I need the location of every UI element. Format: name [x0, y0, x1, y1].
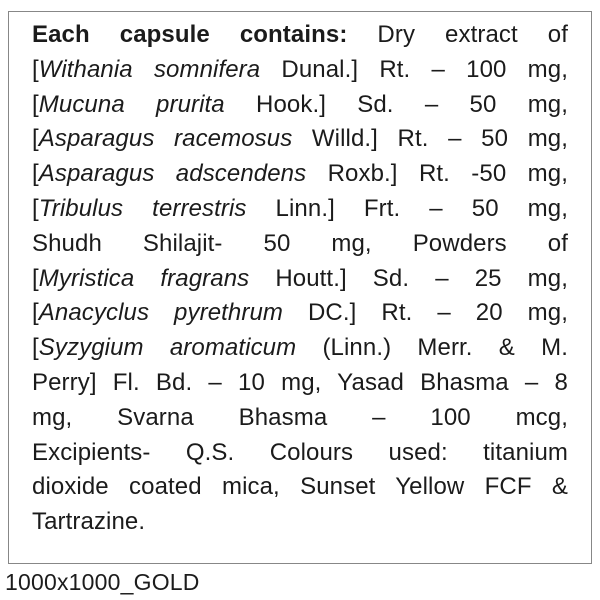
label-line-15: [32, 505, 568, 540]
text-segment: Hook.] Sd. – 50 mg,: [224, 90, 569, 118]
text-segment: Excipients- Q.S. Colours used: titanium: [32, 438, 568, 466]
text-segment: mg, Svarna Bhasma – 100 mcg,: [32, 403, 568, 431]
text-segment: [: [32, 194, 39, 222]
text-segment: Shudh Shilajit- 50 mg, Powders of: [32, 229, 568, 257]
botanical-name: Asparagus racemosus: [38, 125, 293, 153]
label-line-11: [32, 366, 568, 401]
botanical-name: Syzygium aromaticum: [38, 334, 297, 362]
botanical-name: Mucuna prurita: [38, 90, 225, 118]
text-segment: Linn.] Frt. – 50 mg,: [246, 194, 568, 222]
text-segment: dioxide coated mica, Sunset Yellow FCF &: [32, 473, 568, 501]
botanical-name: Asparagus adscendens: [38, 160, 307, 188]
text-segment: Dry extract of: [347, 21, 568, 48]
text-segment: [: [32, 160, 39, 188]
label-line-14: [32, 470, 568, 505]
label-line-12: [32, 401, 568, 436]
text-segment: [: [32, 125, 39, 153]
text-segment: Tartrazine.: [32, 508, 146, 536]
label-line-8: [32, 262, 568, 297]
text-segment: [: [32, 264, 39, 292]
label-line-13: [32, 436, 568, 471]
ingredients-label-box: [8, 11, 592, 564]
text-segment: [: [32, 334, 39, 362]
filename-caption: 1000x1000_GOLD: [5, 569, 200, 595]
botanical-name: Withania somnifera: [38, 55, 261, 83]
label-line-7: [32, 227, 568, 262]
label-line-10: [32, 331, 568, 366]
label-line-1: [32, 18, 568, 53]
text-segment: (Linn.) Merr. & M.: [296, 334, 569, 362]
text-segment: Roxb.] Rt. -50 mg,: [306, 160, 568, 188]
text-segment: Willd.] Rt. – 50 mg,: [292, 125, 568, 153]
label-line-3: [32, 88, 568, 123]
text-segment: DC.] Rt. – 20 mg,: [283, 299, 568, 327]
text-segment: Perry] Fl. Bd. – 10 mg, Yasad Bhasma – 8: [32, 368, 568, 396]
label-line-6: [32, 192, 568, 227]
botanical-name: Anacyclus pyrethrum: [38, 299, 283, 327]
label-line-4: [32, 122, 568, 157]
botanical-name: Myristica fragrans: [38, 264, 250, 292]
text-segment: Dunal.] Rt. – 100 mg,: [260, 55, 568, 83]
botanical-name: Tribulus terrestris: [38, 194, 247, 222]
text-segment: [: [32, 55, 39, 83]
text-segment: [: [32, 90, 39, 118]
text-segment: [: [32, 299, 39, 327]
heading-text: Each capsule contains:: [32, 21, 348, 48]
label-line-5: [32, 157, 568, 192]
label-line-2: [32, 53, 568, 88]
text-segment: Houtt.] Sd. – 25 mg,: [249, 264, 568, 292]
label-line-9: [32, 296, 568, 331]
